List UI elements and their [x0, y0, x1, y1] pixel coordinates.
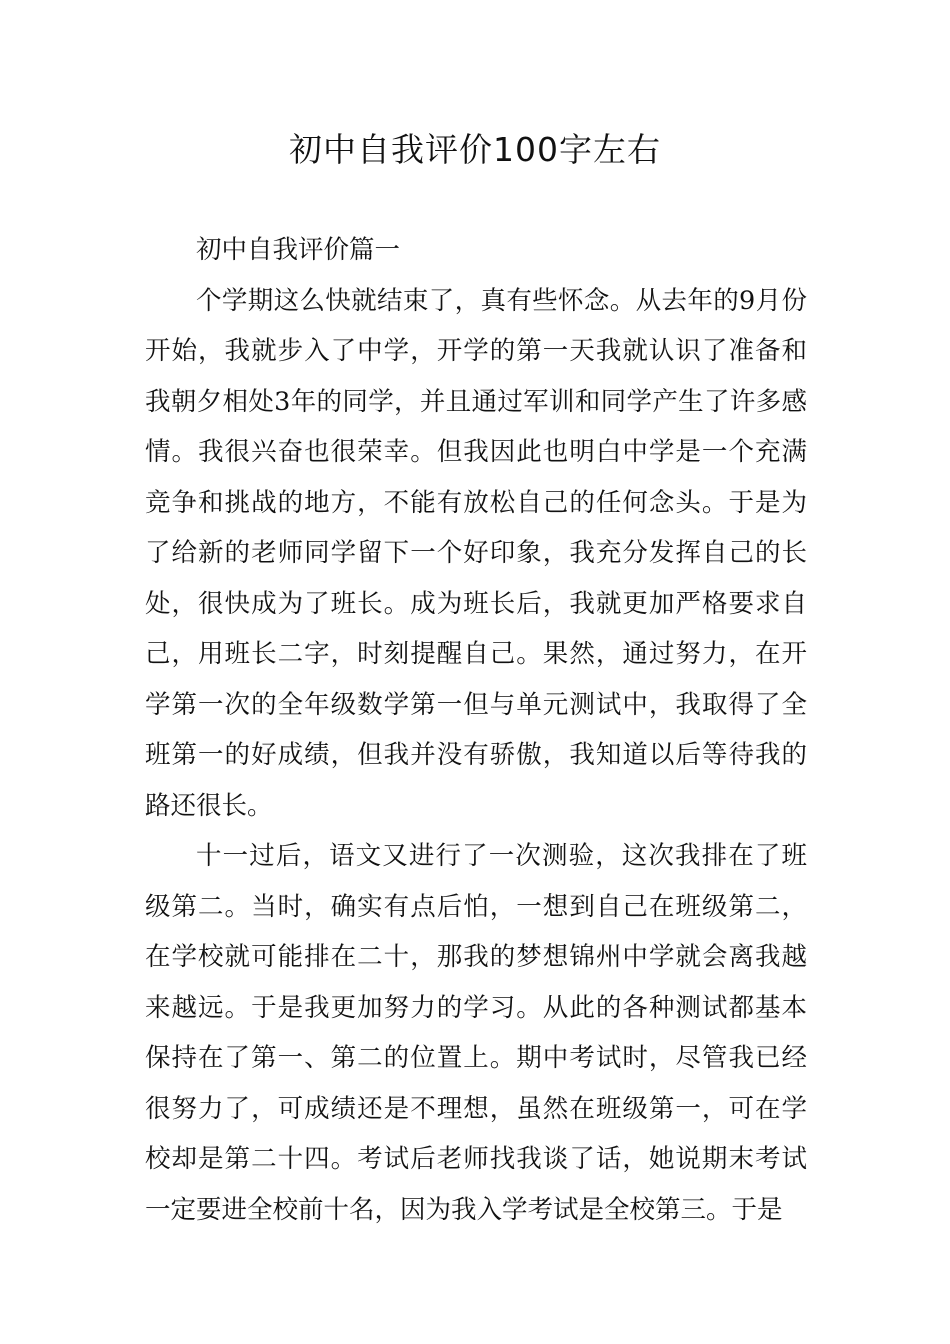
document-title: 初中自我评价100字左右 [289, 130, 661, 169]
section-heading: 初中自我评价篇一 [196, 235, 401, 265]
paragraph-1: 个学期这么快就结束了，真有些怀念。从去年的9月份开始，我就步入了中学，开学的第一天我就认识了准备和我朝夕相处3年的同学，并且通过军训和同学产生了许多感情。我很兴奋也很荣幸。但我因此也明白中学是一个充满竞争和挑战的地方，不能有放松自己的任何念头。于是为了给新的老师同学留下一个好印象，我充分发挥自己的长处，很快成为了班长。成为班长后，我就更加严格要求自己，用班长二字，时刻提醒自己。果然，通过努力，在开学第一次的全年级数学第一但与单元测试中，我取得了全班第一的好成绩，但我并没有骄傲，我知道以后等待我的路还很长。 [145, 285, 807, 821]
document-body [145, 225, 807, 1235]
paragraph-2: 十一过后，语文又进行了一次测验，这次我排在了班级第二。当时，确实有点后怕，一想到自己在班级第二，在学校就可能排在二十，那我的梦想锦州中学就会离我越来越远。于是我更加努力的学习。从此的各种测试都基本保持在了第一、第二的位置上。期中考试时，尽管我已经很努力了，可成绩还是不理想，虽然在班级第一，可在学校却是第二十四。考试后老师找我谈了话，她说期末考试一定要进全校前十名，因为我入学考试是全校第三。于是 [145, 841, 807, 1225]
